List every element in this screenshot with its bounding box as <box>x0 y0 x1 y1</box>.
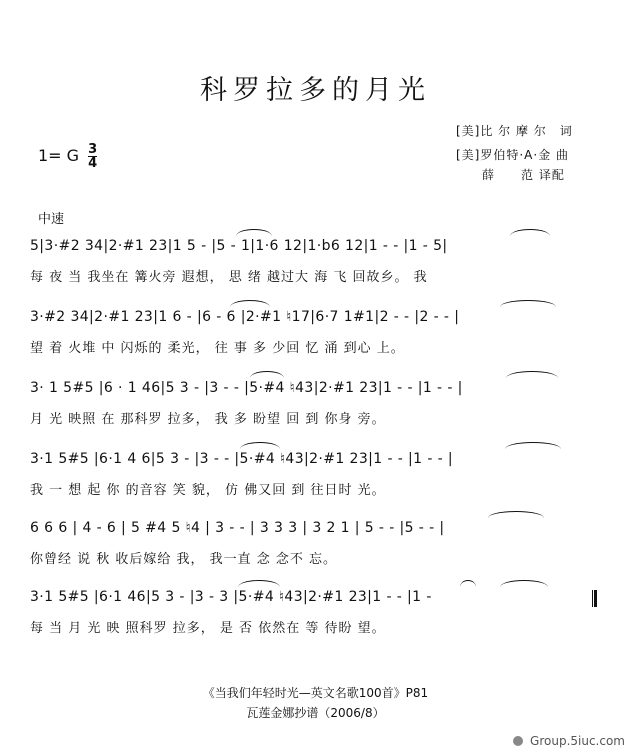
notation-row-6: 3·1 5#5 |6·1 46|5 3 - |3 - 3 |5·#4 ♮43|2·#1 23|1 - - |1 - <box>30 589 432 605</box>
tie-mark <box>240 442 280 449</box>
notation-row-1: 5|3·#2 34|2·#1 23|1 5 - |5 - 1|1·6 12|1·b6 12|1 - - |1 - 5| <box>30 238 448 254</box>
translator-credit: 薛 范 译配 <box>482 168 565 182</box>
tie-mark <box>230 300 270 307</box>
lyrics-row-4: 我 一 想 起 你 的音容 笑 貌， 仿 佛又回 到 往日时 光。 <box>30 483 386 498</box>
tie-mark <box>488 511 544 518</box>
key-label: 1= G <box>38 146 80 165</box>
composer-credit: [美]罗伯特·A·金 曲 <box>456 148 570 162</box>
tie-mark <box>505 442 561 449</box>
time-signature-top: 3 <box>88 142 98 157</box>
fermata-mark <box>460 580 476 587</box>
notation-row-2: 3·#2 34|2·#1 23|1 6 - |6 - 6 |2·#1 ♮17|6·7 1#1|2 - - |2 - - | <box>30 309 460 325</box>
song-title: 科罗拉多的月光 <box>200 75 431 106</box>
key-signature <box>38 143 97 170</box>
lyrics-row-2: 望 着 火堆 中 闪烁的 柔光， 往 事 多 少回 忆 涌 到心 上。 <box>30 341 405 356</box>
tie-mark <box>238 580 280 587</box>
lyrics-row-6: 每 当 月 光 映 照科罗 拉多， 是 否 依然在 等 待盼 望。 <box>30 621 386 636</box>
watermark <box>513 734 625 748</box>
lyricist-credit: [美]比 尔 摩 尔 词 <box>456 124 573 138</box>
tie-mark <box>500 580 548 587</box>
lyrics-row-3: 月 光 映照 在 那科罗 拉多， 我 多 盼望 回 到 你身 旁。 <box>30 412 386 427</box>
tie-mark <box>510 229 550 236</box>
tie-mark <box>236 229 272 236</box>
notation-row-5: 6 6 6 | 4 - 6 | 5 #4 5 ♮4 | 3 - - | 3 3 3 | 3 2 1 | 5 - - |5 - - | <box>30 520 445 536</box>
watermark-text: Group.5iuc.com <box>530 734 625 748</box>
lyrics-row-5: 你曾经 说 秋 收后嫁给 我， 我一直 念 念不 忘。 <box>30 552 338 567</box>
lyrics-row-1: 每 夜 当 我坐在 篝火旁 遐想， 思 绪 越过大 海 飞 回故乡。 我 <box>30 270 428 285</box>
watermark-logo-icon <box>513 736 523 746</box>
notation-row-3: 3· 1 5#5 |6 · 1 46|5 3 - |3 - - |5·#4 ♮43|2·#1 23|1 - - |1 - - | <box>30 380 463 396</box>
tie-mark <box>506 371 558 378</box>
source-book: 《当我们年轻时光—英文名歌100首》P81 <box>202 686 429 700</box>
tie-mark <box>500 300 556 307</box>
tempo-marking: 中速 <box>38 212 65 227</box>
tie-mark <box>250 371 284 378</box>
time-signature <box>88 143 97 170</box>
transcriber-credit: 瓦莲金娜抄谱（2006/8） <box>246 706 385 720</box>
final-barline <box>592 590 597 607</box>
time-signature-bottom: 4 <box>88 156 98 171</box>
notation-row-4: 3·1 5#5 |6·1 4 6|5 3 - |3 - - |5·#4 ♮43|2·#1 23|1 - - |1 - - | <box>30 451 454 467</box>
